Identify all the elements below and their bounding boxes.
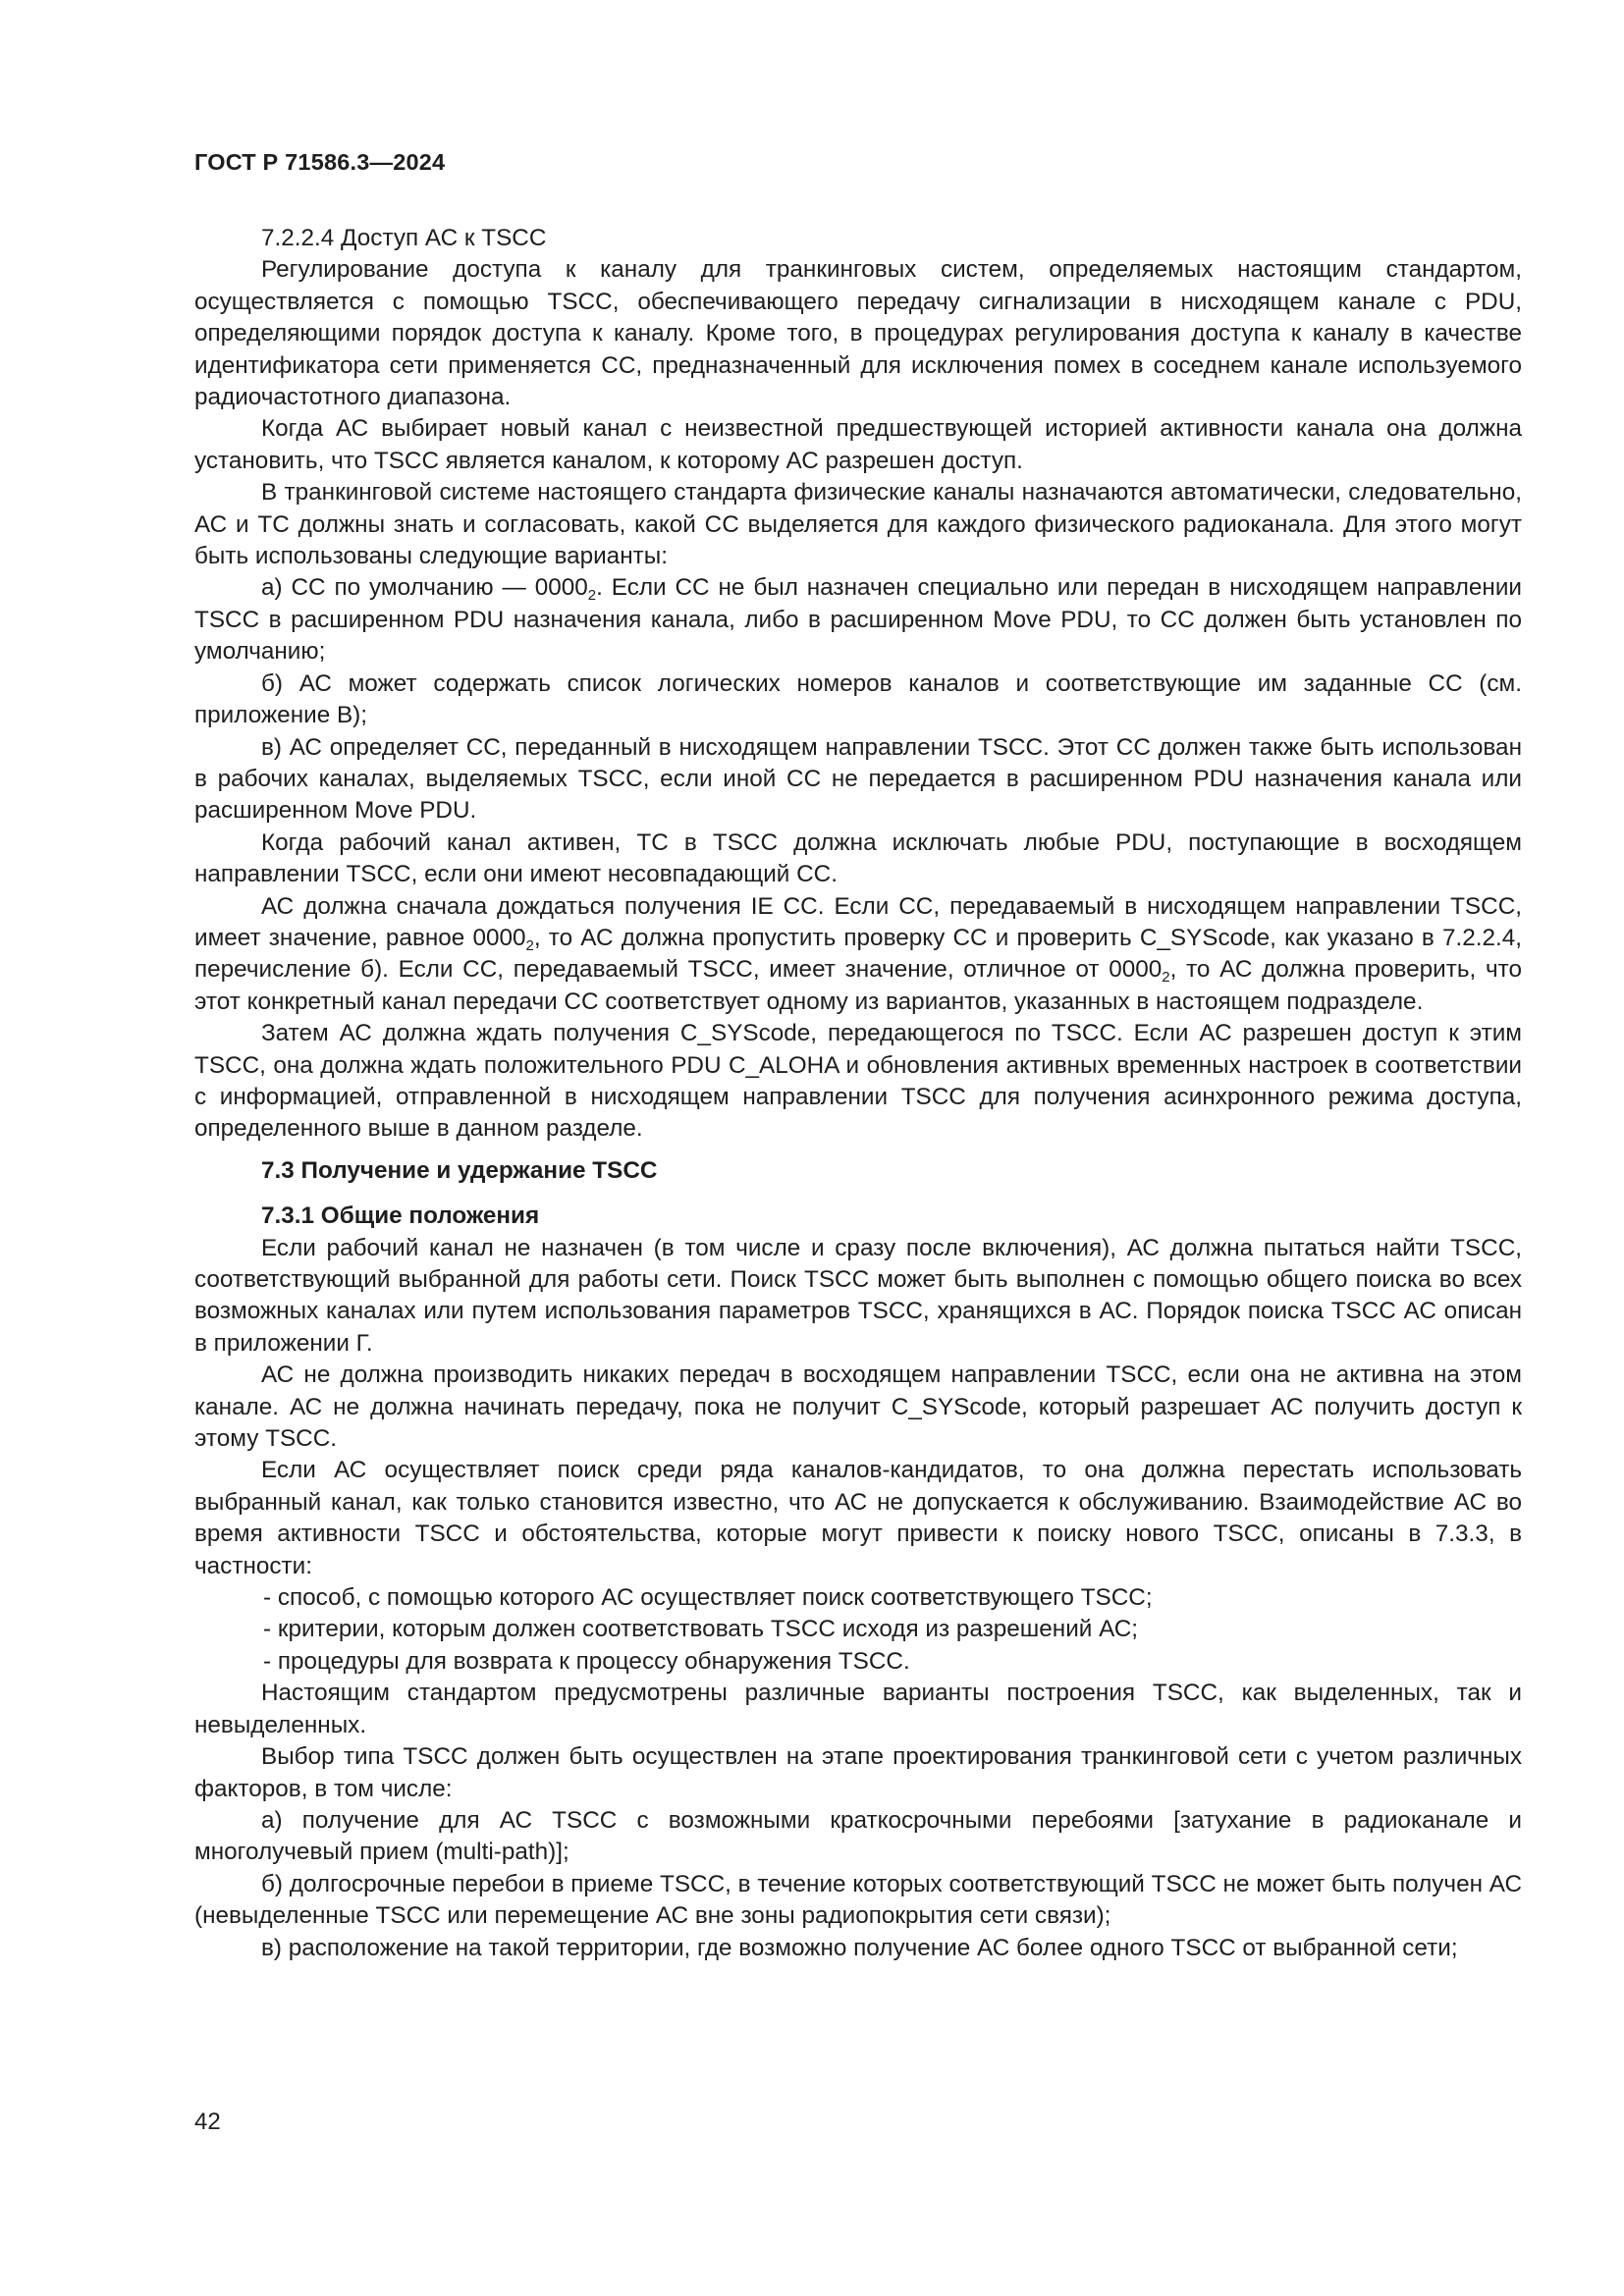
text-run: , то АС должна пропустить проверку CC и проверить C_SYScode, как указано в 7.2.2.4, перечисление б). Если CC, передаваемый TSCC, имеет значение, отличное от 0000	[194, 924, 1522, 984]
section-heading-7-3-1: 7.3.1 Общие положения	[261, 1202, 540, 1230]
list-item-a: а) получение для АС TSCC с возможными краткосрочными перебоями [затухание в радиоканале и многолучевый прием (multi-path)];	[194, 1806, 1522, 1866]
paragraph	[194, 891, 1522, 1019]
paragraph: Когда рабочий канал активен, ТС в TSCC должна исключать любые PDU, поступающие в восходящем направлении TSCC, если они имеют несовпадающий CC.	[194, 828, 1522, 888]
section-title-7-2-2-4: 7.2.2.4 Доступ АС к TSCC	[261, 225, 547, 251]
text-run: АС должна сначала дождаться получения IE CC. Если CC, передаваемый в нисходящем направлении TSCC, имеет значение, равное 0000	[194, 892, 1522, 951]
document-header: ГОСТ Р 71586.3—2024	[194, 149, 446, 175]
subscript: 2	[1162, 969, 1170, 987]
list-item-v: в) АС определяет CC, переданный в нисходящем направлении TSCC. Этот CC должен также быть использован в рабочих каналах, выделяемых TSCC, если иной CC не передается в расширенном PDU назначения канала или расширенном Move PDU.	[194, 733, 1522, 825]
subscript: 2	[587, 587, 597, 605]
list-item-b: б) долгосрочные перебои в приеме TSCC, в течение которых соответствующий TSCC не может быть получен АС (невыделенные TSCC или перемещение АС вне зоны радиопокрытия сети связи);	[194, 1870, 1522, 1930]
document-body	[194, 223, 1522, 1964]
dash-list-item: - критерии, которым должен соответствовать TSCC исходя из разрешений АС;	[263, 1616, 1139, 1643]
page-number: 42	[194, 2109, 221, 2135]
paragraph: Настоящим стандартом предусмотрены различные варианты построения TSCC, как выделенных, так и невыделенных.	[194, 1680, 1522, 1738]
paragraph: Если АС осуществляет поиск среди ряда каналов-кандидатов, то она должна перестать использовать выбранный канал, как только становится известно, что АС не допускается к обслуживанию. Взаимодействие АС во время активности TSCC и обстоятельства, которые могут привести к поиску нового TSCC, описаны в 7.3.3, в частности:	[194, 1457, 1522, 1579]
paragraph: Когда АС выбирает новый канал с неизвестной предшествующей историей активности канала она должна установить, что TSCC является каналом, к которому АС разрешен доступ.	[194, 415, 1522, 474]
dash-list-item: - способ, с помощью которого АС осуществляет поиск соответствующего TSCC;	[263, 1584, 1153, 1612]
paragraph: В транкинговой системе настоящего стандарта физические каналы назначаются автоматически, следовательно, АС и ТС должны знать и согласовать, какой CC выделяется для каждого физического радиоканала. Для этого могут быть использованы следующие варианты:	[194, 479, 1522, 570]
paragraph: Затем АС должна ждать получения C_SYScode, передающегося по TSCC. Если АС разрешен доступ к этим TSCC, она должна ждать положительного PDU C_ALOHA и обновления активных временных настроек в соответствии с информацией, отправленной в нисходящем направлении TSCC для получения асинхронного режима доступа, определенного выше в данном разделе.	[194, 1020, 1522, 1143]
section-heading-7-3: 7.3 Получение и удержание TSCC	[261, 1156, 658, 1184]
paragraph: Если рабочий канал не назначен (в том числе и сразу после включения), АС должна пытаться найти TSCC, соответствующий выбранной для работы сети. Поиск TSCC может быть выполнен с помощью общего поиска во всех возможных каналах или путем использования параметров TSCC, хранящихся в АС. Порядок поиска TSCC АС описан в приложении Г.	[194, 1234, 1522, 1357]
text-run: . Если CC не был назначен специально или передан в нисходящем направлении TSCC в расширенном PDU назначения канала, либо в расширенном Move PDU, то CC должен быть установлен по умолчанию;	[194, 574, 1522, 666]
list-item-a	[194, 572, 1522, 667]
text-run: , то АС должна проверить, что этот конкретный канал передачи CC соответствует одному из вариантов, указанных в настоящем подразделе.	[194, 956, 1522, 1015]
list-item-v: в) расположение на такой территории, где возможно получение АС более одного TSCC от выбранной сети;	[261, 1934, 1458, 1961]
text-run: а) CC по умолчанию — 0000	[261, 574, 588, 602]
paragraph: Регулирование доступа к каналу для транкинговых систем, определяемых настоящим стандартом, осуществляется с помощью TSCC, обеспечивающего передачу сигнализации в нисходящем канале с PDU, определяющими порядок доступа к каналу. Кроме того, в процедурах регулирования доступа к каналу в качестве идентификатора сети применяется CC, предназначенный для исключения помех в соседнем канале используемого радиочастотного диапазона.	[194, 256, 1522, 411]
paragraph: Выбор типа TSCC должен быть осуществлен на этапе проектирования транкинговой сети с учетом различных факторов, в том числе:	[194, 1743, 1522, 1802]
list-item-b: б) АС может содержать список логических номеров каналов и соответствующие им заданные CC (см. приложение В);	[194, 669, 1522, 729]
subscript: 2	[525, 936, 534, 954]
dash-list-item: - процедуры для возврата к процессу обнаружения TSCC.	[263, 1647, 910, 1675]
paragraph: АС не должна производить никаких передач в восходящем направлении TSCC, если она не активна на этом канале. АС не должна начинать передачу, пока не получит C_SYScode, который разрешает АС получить доступ к этому TSCC.	[194, 1362, 1522, 1453]
